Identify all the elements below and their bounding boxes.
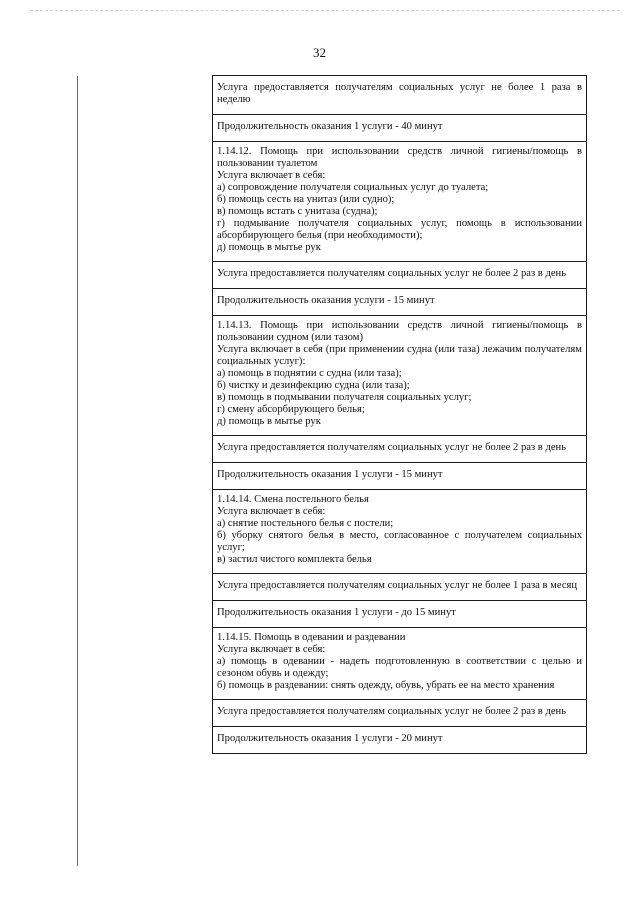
cell-line: Услуга включает в себя:: [217, 170, 326, 181]
table-row: [213, 700, 587, 727]
table-cell: [213, 601, 587, 628]
cell-line: Продолжительность оказания 1 услуги - до 15 минут: [217, 607, 456, 618]
cell-line: в) помощь встать с унитаза (судна);: [217, 206, 378, 217]
table-cell: [213, 628, 587, 700]
table-row: [213, 463, 587, 490]
table-cell: [213, 700, 587, 727]
cell-line: Услуга включает в себя (при применении судна (или таза) лежачим получателям социальных услуг):: [217, 344, 582, 367]
table-cell: [213, 490, 587, 574]
cell-line: а) помощь в одевании - надеть подготовленную в соответствии с целью и сезоном обувь и одежду;: [217, 656, 582, 679]
cell-line: г) подмывание получателя социальных услуг, помощь в использовании абсорбирующего белья (при необходимости);: [217, 218, 582, 241]
cell-line: Услуга предоставляется получателям социальных услуг не более 2 раз в день: [217, 268, 567, 279]
cell-line: б) уборку снятого белья в место, согласованное с получателем социальных услуг;: [217, 530, 582, 553]
cell-line: Услуга предоставляется получателям социальных услуг не более 1 раза в месяц: [217, 580, 578, 591]
cell-line: г) смену абсорбирующего белья;: [217, 404, 365, 415]
table-cell: [213, 115, 587, 142]
table-row: [213, 316, 587, 436]
table-row: [213, 76, 587, 115]
table-row: [213, 628, 587, 700]
cell-line: а) снятие постельного белья с постели;: [217, 518, 394, 529]
table-cell: [213, 574, 587, 601]
table-row: [213, 142, 587, 262]
cell-line: Продолжительность оказания 1 услуги - 15 минут: [217, 469, 443, 480]
cell-line: б) чистку и дезинфекцию судна (или таза);: [217, 380, 410, 391]
table-cell: [213, 289, 587, 316]
page-number: 32: [313, 45, 326, 60]
table-cell: [213, 262, 587, 289]
cell-line: Продолжительность оказания 1 услуги - 20 минут: [217, 733, 443, 744]
cell-line: д) помощь в мытье рук: [217, 416, 321, 427]
scan-artifact-line: [30, 10, 620, 12]
cell-line: Продолжительность оказания 1 услуги - 40 минут: [217, 121, 443, 132]
cell-line: в) помощь в подмывании получателя социальных услуг;: [217, 392, 472, 403]
cell-line: д) помощь в мытье рук: [217, 242, 321, 253]
table-row: [213, 574, 587, 601]
cell-line: Услуга включает в себя:: [217, 644, 326, 655]
table-row: [213, 289, 587, 316]
services-table: [212, 75, 587, 754]
cell-line: Услуга предоставляется получателям социальных услуг не более 2 раз в день: [217, 706, 567, 717]
table-cell: [213, 727, 587, 754]
services-table-body: [213, 76, 587, 754]
cell-line: Услуга предоставляется получателям социальных услуг не более 2 раз в день: [217, 442, 567, 453]
cell-line: б) помощь сесть на унитаз (или судно);: [217, 194, 395, 205]
cell-line: 1.14.14. Смена постельного белья: [217, 494, 369, 505]
table-cell: [213, 436, 587, 463]
cell-line: 1.14.12. Помощь при использовании средств личной гигиены/помощь в пользовании туалетом: [217, 146, 582, 169]
cell-line: Услуга предоставляется получателям социальных услуг не более 1 раза в неделю: [217, 82, 582, 105]
cell-line: Услуга включает в себя:: [217, 506, 326, 517]
table-row: [213, 601, 587, 628]
table-row: [213, 115, 587, 142]
table-row: [213, 490, 587, 574]
cell-line: в) застил чистого комплекта белья: [217, 554, 372, 565]
table-cell: [213, 316, 587, 436]
table-cell: [213, 463, 587, 490]
table-cell: [213, 76, 587, 115]
cell-line: а) сопровождение получателя социальных услуг до туалета;: [217, 182, 489, 193]
cell-line: 1.14.15. Помощь в одевании и раздевании: [217, 632, 406, 643]
cell-line: 1.14.13. Помощь при использовании средств личной гигиены/помощь в пользовании судном (или тазом): [217, 320, 582, 343]
table-cell: [213, 142, 587, 262]
cell-line: б) помощь в раздевании: снять одежду, обувь, убрать ее на место хранения: [217, 680, 555, 691]
cell-line: Продолжительность оказания услуги - 15 минут: [217, 295, 435, 306]
table-row: [213, 727, 587, 754]
cell-line: а) помощь в поднятии с судна (или таза);: [217, 368, 402, 379]
margin-rule: [77, 76, 78, 866]
table-row: [213, 436, 587, 463]
table-row: [213, 262, 587, 289]
